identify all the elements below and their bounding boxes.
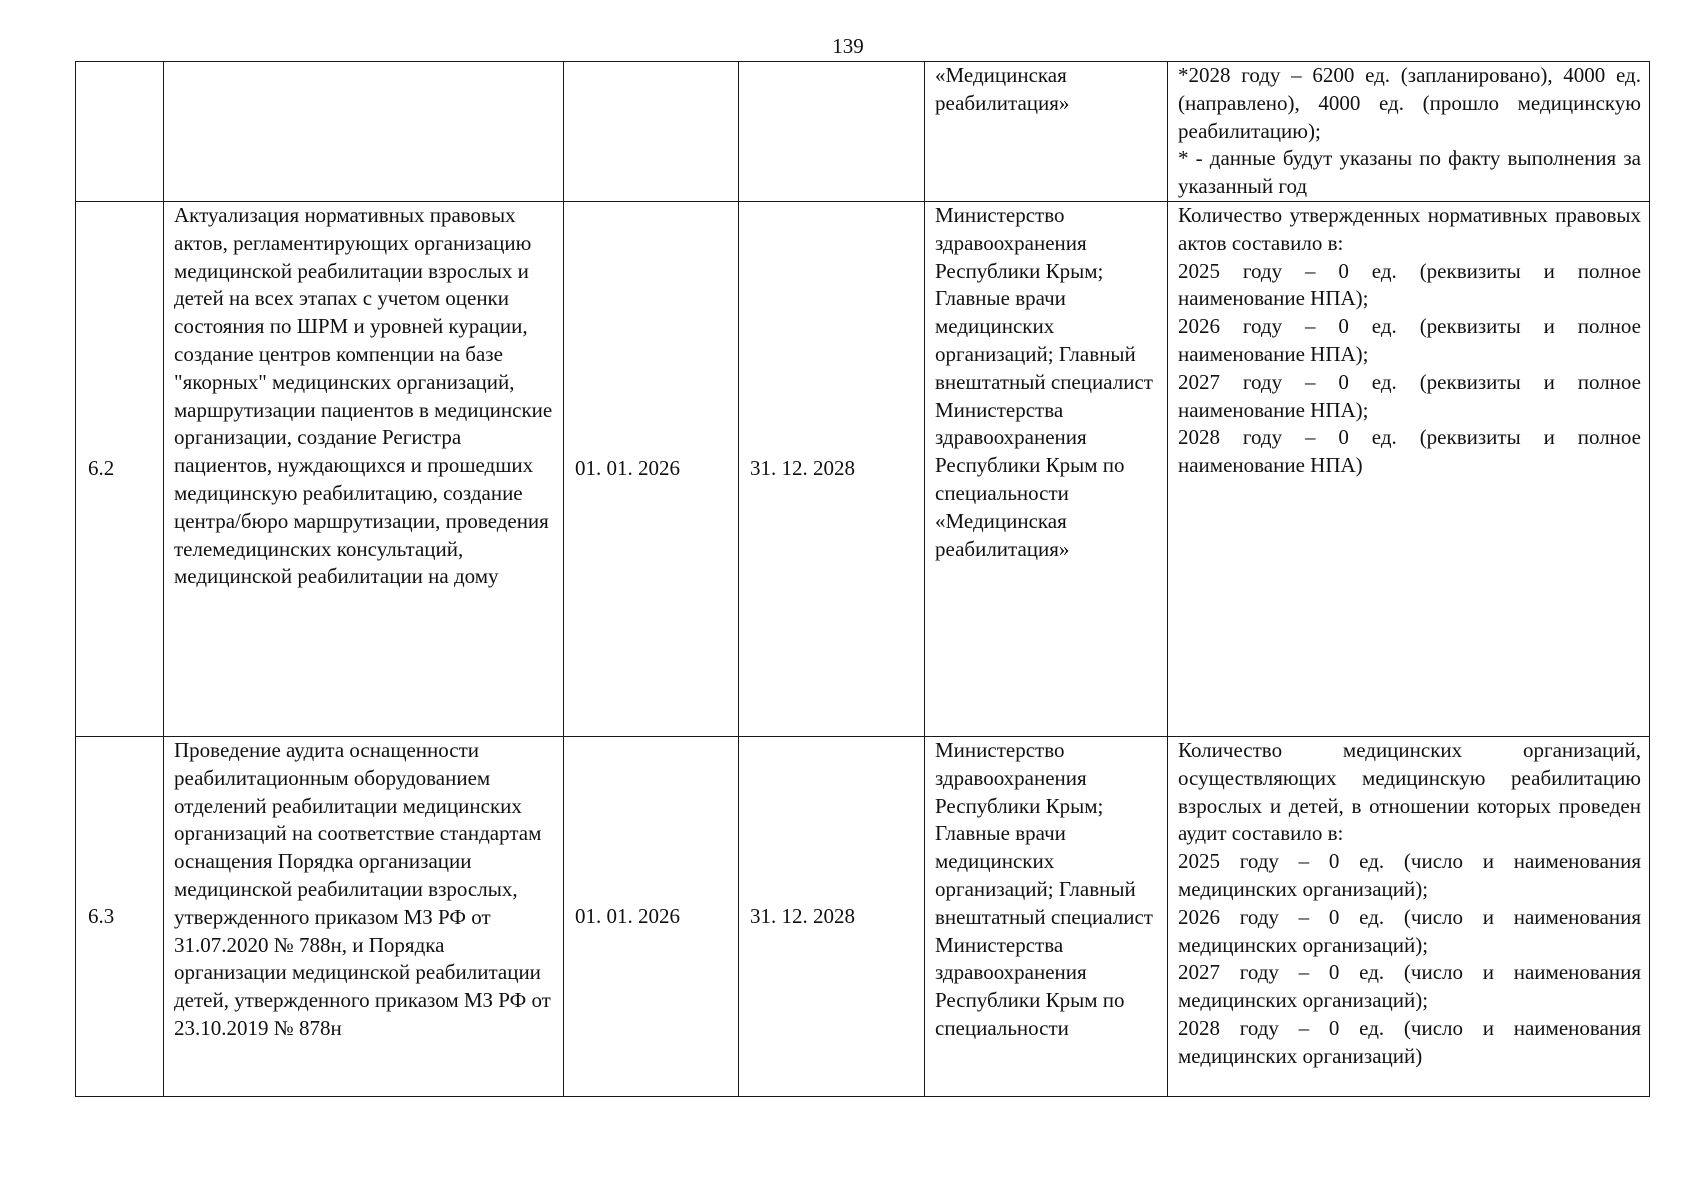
indicator-cell	[1168, 736, 1650, 1096]
row-number: 6.2	[76, 201, 164, 736]
start-date: 01. 01. 2026	[564, 736, 739, 1096]
end-date: 31. 12. 2028	[739, 736, 925, 1096]
indicator-line: Количество медицинских организаций, осуществляющих медицинскую реабилитацию взрослых и детей, в отношении которых проведен аудит составило в:	[1178, 737, 1641, 846]
indicator-cell	[1168, 62, 1650, 202]
plan-table	[75, 61, 1650, 1097]
action-cell	[164, 62, 564, 202]
indicator-line: 2027 году – 0 ед. (реквизиты и полное наименование НПА);	[1178, 369, 1641, 422]
table-row	[76, 62, 1650, 202]
indicator-line: 2025 году – 0 ед. (число и наименования медицинских организаций);	[1178, 849, 1641, 901]
responsible-cell: «Медицинская реабилитация»	[925, 62, 1168, 202]
row-number: 6.3	[76, 736, 164, 1096]
indicator-line: 2028 году – 0 ед. (реквизиты и полное наименование НПА)	[1178, 425, 1641, 478]
end-date	[739, 62, 925, 202]
start-date: 01. 01. 2026	[564, 201, 739, 736]
responsible-cell: Министерство здравоохранения Республики Крым; Главные врачи медицинских организаций; Главный внештатный специалист Министерства здравоохранения Республики Крым по специальности «Медицинская реабилитация»	[925, 201, 1168, 736]
indicator-line: 2028 году – 0 ед. (число и наименования медицинских организаций)	[1178, 1015, 1641, 1068]
page-number: 139	[832, 34, 864, 58]
indicator-cell	[1168, 201, 1650, 736]
action-cell: Проведение аудита оснащенности реабилитационным оборудованием отделений реабилитации медицинских организаций на соответствие стандартам оснащения Порядка организации медицинской реабилитации взрослых, утвержденного приказом МЗ РФ от 31.07.2020 № 788н, и Порядка организации медицинской реабилитации детей, утвержденного приказом МЗ РФ от 23.10.2019 № 878н	[164, 736, 564, 1096]
table-row	[76, 736, 1650, 1096]
indicator-line: 2026 году – 0 ед. (число и наименования медицинских организаций);	[1178, 904, 1641, 957]
indicator-line: 2025 году – 0 ед. (реквизиты и полное наименование НПА);	[1178, 258, 1641, 311]
end-date: 31. 12. 2028	[739, 201, 925, 736]
row-number	[76, 62, 164, 202]
indicator-line: * - данные будут указаны по факту выполнения за указанный год	[1178, 146, 1641, 199]
start-date	[564, 62, 739, 202]
action-cell: Актуализация нормативных правовых актов, регламентирующих организацию медицинской реабилитации взрослых и детей на всех этапах с учетом оценки состояния по ШРМ и уровней курации, создание центров компенции на базе "якорных" медицинских организаций, маршрутизации пациентов в медицинские организации, создание Регистра пациентов, нуждающихся и прошедших медицинскую реабилитацию, создание центра/бюро маршрутизации, проведения телемедицинских консультаций, медицинской реабилитации на дому	[164, 201, 564, 736]
indicator-line: *2028 году – 6200 ед. (запланировано), 4000 ед. (направлено), 4000 ед. (прошло медицинскую реабилитацию);	[1178, 63, 1641, 143]
indicator-line: 2026 году – 0 ед. (реквизиты и полное наименование НПА);	[1178, 314, 1641, 366]
indicator-line: Количество утвержденных нормативных правовых актов составило в:	[1178, 202, 1641, 255]
responsible-cell: Министерство здравоохранения Республики Крым; Главные врачи медицинских организаций; Главный внештатный специалист Министерства здравоохранения Республики Крым по специальности	[925, 736, 1168, 1096]
indicator-line: 2027 году – 0 ед. (число и наименования медицинских организаций);	[1178, 960, 1641, 1013]
table-row	[76, 201, 1650, 736]
